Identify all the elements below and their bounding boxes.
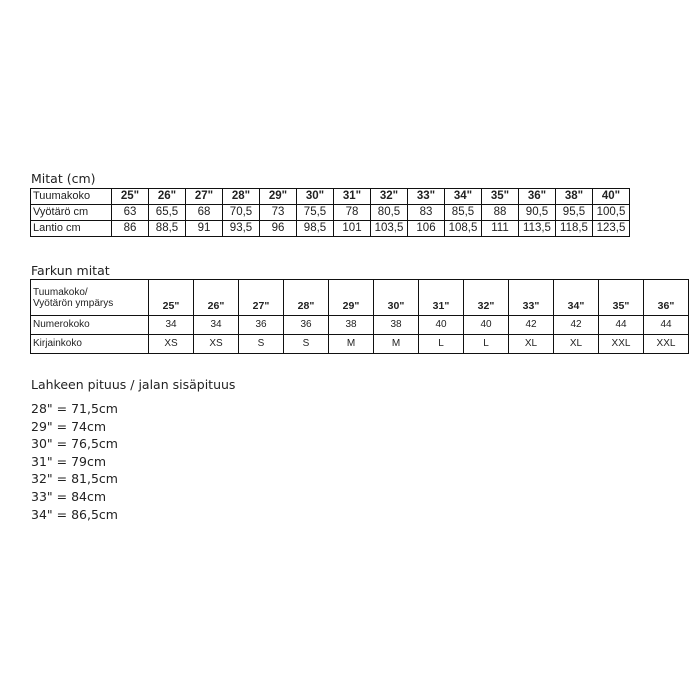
list-item: 28" = 71,5cm bbox=[31, 401, 118, 416]
size-cell: 31" bbox=[334, 189, 371, 205]
size-cell: 35" bbox=[599, 280, 644, 316]
value-cell: 113,5 bbox=[519, 221, 556, 237]
size-cell: 29" bbox=[260, 189, 297, 205]
size-cell: 36" bbox=[519, 189, 556, 205]
row-label: Kirjainkoko bbox=[31, 335, 149, 354]
value-cell: 75,5 bbox=[297, 205, 334, 221]
value-cell: 111 bbox=[482, 221, 519, 237]
value-cell: 91 bbox=[186, 221, 223, 237]
value-cell: XS bbox=[149, 335, 194, 354]
value-cell: 85,5 bbox=[445, 205, 482, 221]
size-cell: 38" bbox=[556, 189, 593, 205]
size-cell: 33" bbox=[408, 189, 445, 205]
value-cell: 93,5 bbox=[223, 221, 260, 237]
table-header-row bbox=[31, 280, 689, 316]
value-cell: 36 bbox=[284, 316, 329, 335]
value-cell: 40 bbox=[464, 316, 509, 335]
value-cell: S bbox=[284, 335, 329, 354]
value-cell: 88 bbox=[482, 205, 519, 221]
value-cell: 86 bbox=[112, 221, 149, 237]
value-cell: 38 bbox=[329, 316, 374, 335]
size-cell: 30" bbox=[297, 189, 334, 205]
header-label-line: Vyötärön ympärys bbox=[33, 297, 114, 309]
size-cell: 34" bbox=[445, 189, 482, 205]
value-cell: M bbox=[374, 335, 419, 354]
list-item: 33" = 84cm bbox=[31, 488, 107, 504]
size-cell: 26" bbox=[149, 189, 186, 205]
value-cell: 90,5 bbox=[519, 205, 556, 221]
table-row-numeric-size bbox=[31, 316, 689, 335]
value-cell: 96 bbox=[260, 221, 297, 237]
list-item: 34" = 86,5cm bbox=[31, 506, 118, 522]
table-row-hip bbox=[31, 221, 630, 237]
size-cell: 25" bbox=[149, 280, 194, 316]
size-cell: 25" bbox=[112, 189, 149, 205]
row-label: Numerokoko bbox=[31, 316, 149, 335]
size-cell: 27" bbox=[239, 280, 284, 316]
measurements-table bbox=[30, 188, 630, 237]
row-label bbox=[31, 280, 149, 316]
value-cell: 78 bbox=[334, 205, 371, 221]
value-cell: 40 bbox=[419, 316, 464, 335]
size-cell: 27" bbox=[186, 189, 223, 205]
row-label: Vyötärö cm bbox=[31, 205, 112, 221]
value-cell: 36 bbox=[239, 316, 284, 335]
value-cell: XL bbox=[509, 335, 554, 354]
size-cell: 32" bbox=[464, 280, 509, 316]
size-cell: 33" bbox=[509, 280, 554, 316]
table-row-waist bbox=[31, 205, 630, 221]
value-cell: 42 bbox=[509, 316, 554, 335]
measurements-title: Mitat (cm) bbox=[31, 171, 96, 186]
row-label: Tuumakoko bbox=[31, 189, 112, 205]
value-cell: 103,5 bbox=[371, 221, 408, 237]
value-cell: XXL bbox=[599, 335, 644, 354]
table-header-row bbox=[31, 189, 630, 205]
value-cell: S bbox=[239, 335, 284, 354]
value-cell: 100,5 bbox=[593, 205, 630, 221]
value-cell: 38 bbox=[374, 316, 419, 335]
size-cell: 28" bbox=[284, 280, 329, 316]
jeans-measurements-title: Farkun mitat bbox=[31, 263, 110, 278]
size-cell: 40" bbox=[593, 189, 630, 205]
size-cell: 34" bbox=[554, 280, 599, 316]
value-cell: XL bbox=[554, 335, 599, 354]
size-cell: 28" bbox=[223, 189, 260, 205]
value-cell: 118,5 bbox=[556, 221, 593, 237]
inseam-title: Lahkeen pituus / jalan sisäpituus bbox=[31, 377, 236, 392]
size-cell: 30" bbox=[374, 280, 419, 316]
value-cell: XXL bbox=[644, 335, 689, 354]
value-cell: L bbox=[419, 335, 464, 354]
list-item: 32" = 81,5cm bbox=[31, 471, 118, 487]
size-cell: 31" bbox=[419, 280, 464, 316]
value-cell: 123,5 bbox=[593, 221, 630, 237]
value-cell: 44 bbox=[644, 316, 689, 335]
value-cell: 68 bbox=[186, 205, 223, 221]
inseam-list bbox=[31, 400, 118, 523]
size-cell: 29" bbox=[329, 280, 374, 316]
value-cell: 42 bbox=[554, 316, 599, 335]
value-cell: 65,5 bbox=[149, 205, 186, 221]
value-cell: 73 bbox=[260, 205, 297, 221]
size-cell: 32" bbox=[371, 189, 408, 205]
size-cell: 26" bbox=[194, 280, 239, 316]
value-cell: 98,5 bbox=[297, 221, 334, 237]
row-label: Lantio cm bbox=[31, 221, 112, 237]
size-cell: 35" bbox=[482, 189, 519, 205]
size-cell: 36" bbox=[644, 280, 689, 316]
value-cell: XS bbox=[194, 335, 239, 354]
value-cell: 101 bbox=[334, 221, 371, 237]
value-cell: 34 bbox=[149, 316, 194, 335]
value-cell: 34 bbox=[194, 316, 239, 335]
jeans-size-table bbox=[30, 279, 689, 354]
table-row-letter-size bbox=[31, 335, 689, 354]
value-cell: 95,5 bbox=[556, 205, 593, 221]
list-item: 29" = 74cm bbox=[31, 418, 107, 434]
value-cell: 108,5 bbox=[445, 221, 482, 237]
value-cell: M bbox=[329, 335, 374, 354]
value-cell: 70,5 bbox=[223, 205, 260, 221]
value-cell: 63 bbox=[112, 205, 149, 221]
list-item: 31" = 79cm bbox=[31, 453, 107, 469]
value-cell: 88,5 bbox=[149, 221, 186, 237]
value-cell: 106 bbox=[408, 221, 445, 237]
value-cell: 44 bbox=[599, 316, 644, 335]
list-item: 30" = 76,5cm bbox=[31, 436, 118, 452]
value-cell: 83 bbox=[408, 205, 445, 221]
header-label-line: Tuumakoko/ bbox=[33, 286, 88, 298]
value-cell: L bbox=[464, 335, 509, 354]
value-cell: 80,5 bbox=[371, 205, 408, 221]
